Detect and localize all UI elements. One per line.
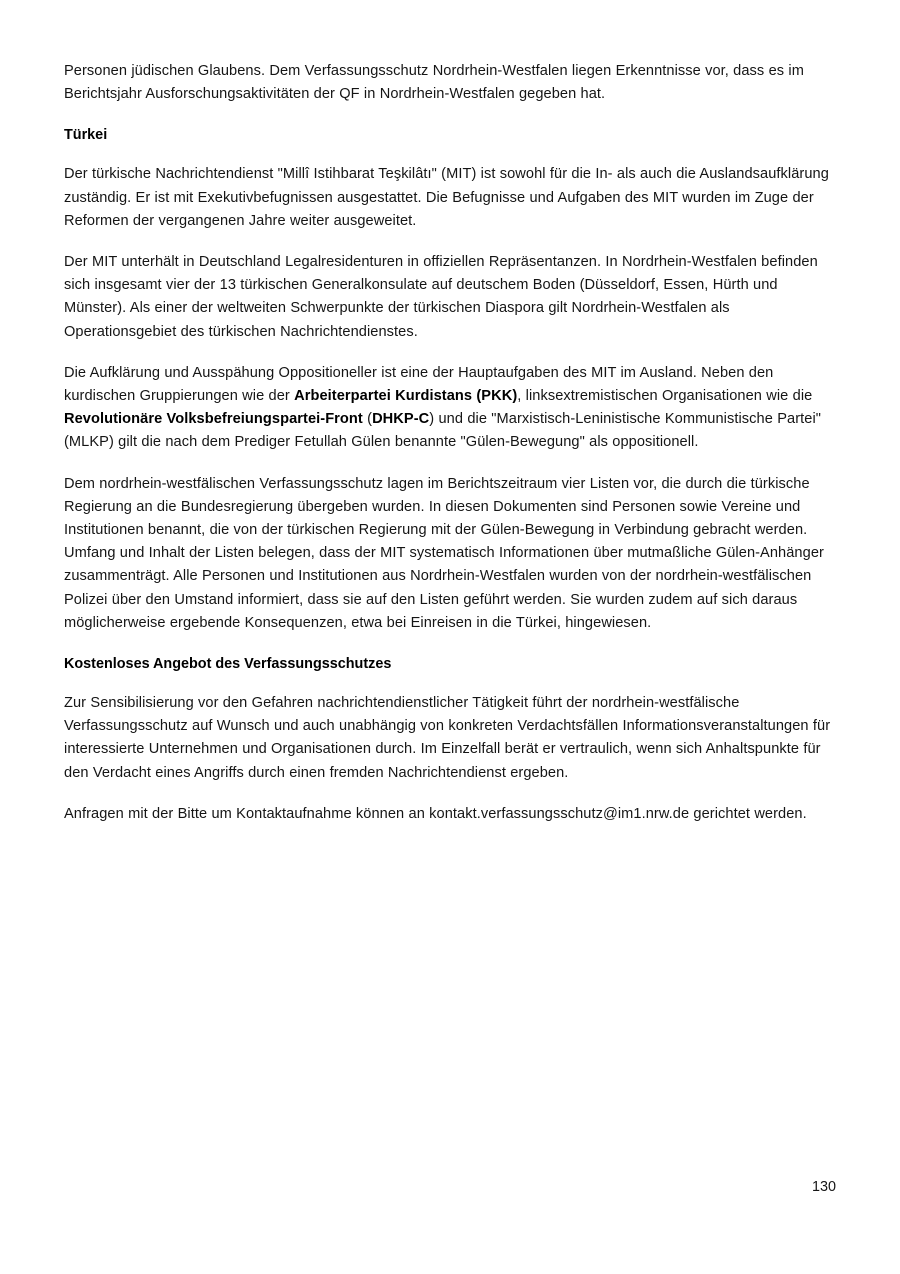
heading-kostenloses-angebot: Kostenloses Angebot des Verfassungsschutzes bbox=[64, 656, 392, 673]
page-number: 130 bbox=[811, 1179, 836, 1195]
heading-tuerkei: Türkei bbox=[64, 127, 108, 144]
paragraph-mit-intro: Der türkische Nachrichtendienst "Millî Istihbarat Teşkilâtı" (MIT) ist sowohl für die In- als auch die Auslandsaufklärung zuständig. Er ist mit Exekutivbefugnissen ausgestattet. Die Befugnisse und Aufgaben des MIT wurden im Zuge der Reformen der vergangenen Jahre weiter ausgeweitet. bbox=[64, 166, 829, 229]
org-name-pkk: Arbeiterpartei Kurdistans (PKK) bbox=[294, 388, 518, 405]
paragraph-anfragen: Anfragen mit der Bitte um Kontaktaufnahme können an kontakt.verfassungsschutz@im1.nrw.de gerichtet werden. bbox=[64, 805, 807, 822]
opposition-text-run-3: , linksextremistischen Organisationen wie die bbox=[517, 388, 813, 405]
paragraph-listen: Dem nordrhein-westfälischen Verfassungsschutz lagen im Berichtszeitraum vier Listen vor, die durch die türkische Regierung an die Bundesregierung übergeben wurden. In diesen Dokumenten sind Personen sowie Vereine und Institutionen benannt, die von der türkischen Regierung mit der Gülen-Bewegung in Verbindung gebracht werden. Umfang und Inhalt der Listen belegen, dass der MIT systematisch Informationen über mutmaßliche Gülen-Anhänger zusammenträgt. Alle Personen und Institutionen aus Nordrhein-Westfalen wurden von der nordrhein-westfälischen Polizei über den Umstand informiert, dass sie auf den Listen geführt werden. Sie wurden zudem auf sich daraus möglicherweise ergebende Konsequenzen, etwa bei Einreisen in die Türkei, hingewiesen. bbox=[64, 475, 824, 631]
page-content bbox=[64, 60, 836, 844]
opposition-text-run-5: ( bbox=[362, 411, 373, 428]
paragraph-intro: Personen jüdischen Glaubens. Dem Verfassungsschutz Nordrhein-Westfalen liegen Erkenntnisse vor, dass es im Berichtsjahr Ausforschungsaktivitäten der QF in Nordrhein-Westfalen gegeben hat. bbox=[64, 63, 804, 103]
opposition-text-run-7: ) und die "Marxistisch-Leninistische Kommunistische Partei" (MLKP) gilt die nach dem Prediger Fetullah Gülen benannte "Gülen-Bewegung" als oppositionell. bbox=[64, 411, 822, 451]
paragraph-sensibilisierung: Zur Sensibilisierung vor den Gefahren nachrichtendienstlicher Tätigkeit führt der nordrhein-westfälische Verfassungsschutz auf Wunsch und auch unabhängig von konkreten Verdachtsfällen Informationsveranstaltungen für interessierte Unternehmen und Organisationen durch. Im Einzelfall berät er vertraulich, wenn sich Anhaltspunkte für den Verdacht eines Angriffs durch einen fremden Nachrichtendienst ergeben. bbox=[64, 695, 831, 781]
paragraph-legalresidenturen: Der MIT unterhält in Deutschland Legalresidenturen in offiziellen Repräsentanzen. In Nordrhein-Westfalen befinden sich insgesamt vier der 13 türkischen Generalkonsulate auf deutschem Boden (Düsseldorf, Essen, Hürth und Münster). Als einer der weltweiten Schwerpunkte der türkischen Diaspora gilt Nordrhein-Westfalen als Operationsgebiet des türkischen Nachrichtendienstes. bbox=[64, 254, 818, 340]
paragraph-opposition bbox=[64, 362, 836, 455]
org-abbr-dhkpc: DHKP-C bbox=[372, 411, 430, 428]
org-name-dhkpc-full: Revolutionäre Volksbefreiungspartei-Front bbox=[64, 411, 363, 428]
opposition-text-run-1: Die Aufklärung und Ausspähung Oppositioneller ist eine der Hauptaufgaben des MIT im Ausland. Neben den kurdischen Gruppierungen wie der bbox=[64, 364, 774, 405]
